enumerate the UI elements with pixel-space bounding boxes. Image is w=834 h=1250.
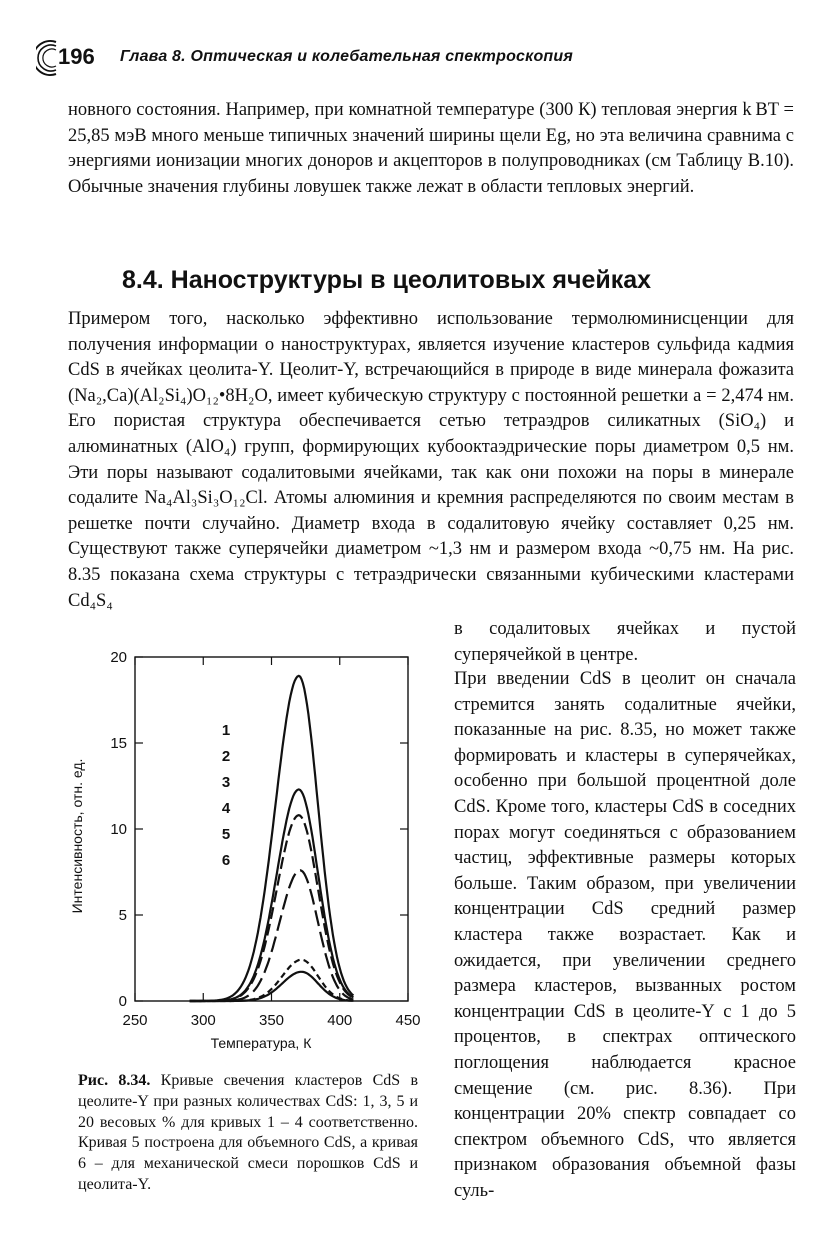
legend-label: 6: [221, 852, 231, 869]
paragraph-right: При введении CdS в цеолит он сначала стремится занять содалитные ячейки, показанные на рис. 8.35, но может также формировать и кластеры в суперячейках, особенно при большой процентной доле CdS. Кроме того, кластеры CdS в соседних порах могут соединяться с образованием частиц, эффективные размеры которых больше. Таким образом, при увеличении концентрации CdS средний размер кластера также возрастает. Как и ожидается, при увеличении среднего размера кластеров, вызванных ростом концентрации CdS в цеолите-Y с 1 до 5 процентов, в спектрах оптического поглощения наблюдается красное смещение (см. рис. 8.36). При концентрации 20% спектр совпадает со спектром объемного CdS, что является признаком образования объемной фазы суль-: [454, 669, 796, 1201]
paragraph-right-continuation: в содалитовых ячейках и пустой суперячейкой в центре.: [454, 619, 796, 665]
caption-label: Рис. 8.34.: [78, 1072, 151, 1089]
section-heading: 8.4. Наноструктуры в цеолитовых ячейках: [122, 266, 652, 294]
paragraph-top: новного состояния. Например, при комнатной температуре (300 К) тепловая энергия k BT = 25,85 мэВ много меньше типичных значений ширины щели Eg, но эта величина сравнима с энергиями ионизации многих доноров и акцепторов в полупроводниках (см Таблицу В.10). Обычные значения глубины ловушек также лежат в области тепловых энергий.: [68, 100, 794, 197]
legend-label: 2: [221, 748, 231, 765]
page-number: 196: [58, 44, 95, 69]
x-tick-label: 400: [327, 1012, 353, 1029]
y-tick-label: 0: [118, 993, 127, 1010]
legend-label: 1: [221, 722, 231, 739]
figure-caption: [78, 1071, 418, 1196]
x-tick-label: 350: [258, 1012, 285, 1029]
curve-1: [190, 676, 354, 1001]
y-tick-label: 20: [110, 649, 127, 666]
y-tick-label: 5: [118, 907, 127, 924]
y-tick-label: 10: [110, 821, 127, 838]
page-header: [36, 38, 796, 78]
x-axis-label: Температура, К: [210, 1035, 312, 1051]
x-tick-label: 450: [395, 1012, 421, 1029]
y-tick-label: 15: [110, 735, 127, 752]
legend-label: 4: [221, 800, 231, 817]
legend-label: 5: [221, 826, 231, 843]
x-tick-label: 250: [122, 1012, 148, 1029]
curve-2: [190, 789, 354, 1001]
paragraph-main: Примером того, насколько эффективно использование термолюминисценции для получения информации о наноструктурах, является изучение кластеров сульфида кадмия CdS в ячейках цеолита-Y. Цеолит-Y, встречающийся в природе в виде минерала фожазита (Na₂,Ca)(Al₂Si₄)O₁₂•8H₂O, имеет кубическую структуру с постоянной решетки a = 2,474 нм. Его пористая структура обеспечивается сетью тетраэдров силикатных (SiO₄) и алюминатных (AlO₄) групп, формирующих кубооктаэдрические поры диаметром 0,5 нм. Эти поры называют содалитовыми ячейками, так как они похожи на поры в минерале содалите Na₄Al₃Si₃O₁₂Cl. Атомы алюминия и кремния распределяются по своим местам в решетке почти случайно. Диаметр входа в содалитовую ячейку составляет 0,25 нм. Существуют также суперячейки диаметром ~1,3 нм и размером входа ~0,75 нм. На рис. 8.35 показана схема структуры с тетраэдрически связанными кубическими кластерами Cd₄S₄: [68, 309, 794, 611]
legend-label: 3: [221, 774, 231, 791]
running-head: Глава 8. Оптическая и колебательная спектроскопия: [120, 48, 573, 65]
x-tick-label: 300: [190, 1012, 216, 1029]
y-axis-label: Интенсивность, отн. ед.: [69, 758, 85, 914]
caption-text: Кривые свечения кластеров CdS в цеолите-Y при разных количествах CdS: 1, 3, 5 и 20 весовых % для кривых 1 – 4 соответственно. Кривая 5 построена для объемного CdS, а кривая 6 – для механической смеси порошков CdS и цеолита-Y.: [78, 1072, 419, 1193]
glow-curves-chart: [60, 640, 436, 1060]
